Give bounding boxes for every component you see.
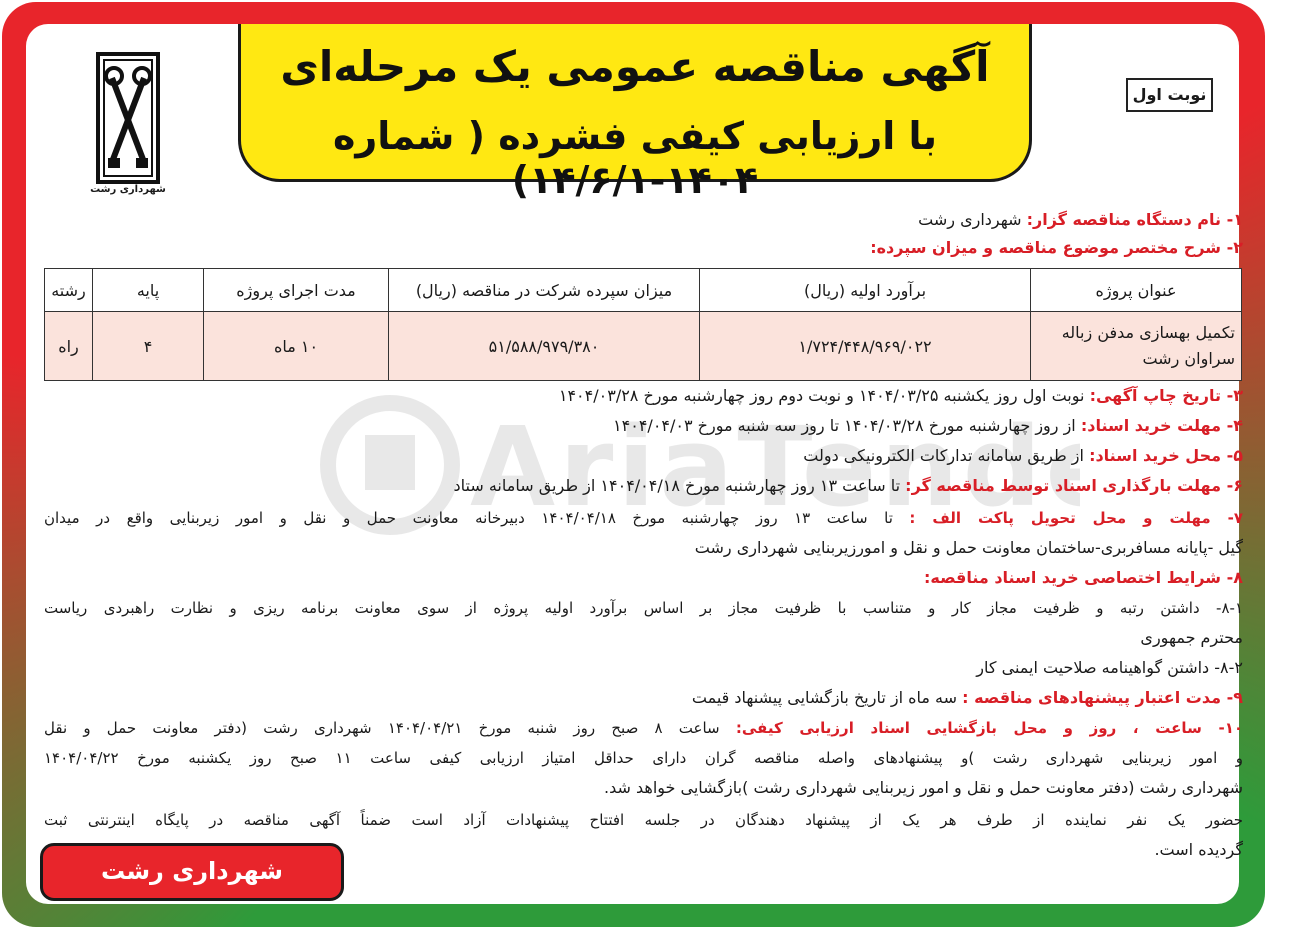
item-10-line2: و امور زیربنایی شهرداری رشت )و پیشنهادهای واصله مناقصه گران دارای حداقل امتیاز ارزیابی کیفی ساعت ۱۱ صبح روز یکشنبه مورخ ۱۴۰۴/۰۴/۲۲ [44, 749, 1244, 767]
cell-deposit: ۵۱/۵۸۸/۹۷۹/۳۸۰ [389, 312, 700, 381]
col-header-field: رشته [45, 269, 93, 312]
item-10-line3: شهرداری رشت (دفتر معاونت حمل و نقل و امور زیربنایی شهرداری رشت )بازگشایی خواهد شد. [604, 778, 1243, 797]
item-7-line2: گیل -پایانه مسافربری-ساختمان معاونت حمل و نقل و امورزیربنایی شهرداری رشت [694, 538, 1243, 557]
col-header-duration: مدت اجرای پروژه [204, 269, 389, 312]
item-8-1-cont: محترم جمهوری [1140, 628, 1243, 647]
cell-field: راه [45, 312, 93, 381]
table-header-row [45, 269, 1242, 312]
banner-title-line2: با ارزیابی کیفی فشرده ( شماره ۱۴۰۴-۱۴/۶/۱) [332, 114, 938, 202]
item-10: ۱۰- ساعت ، روز و محل بازگشایی اسناد ارزیابی کیفی: ساعت ۸ صبح روز شنبه مورخ ۱۴۰۴/۰۴/۲۱ شهرداری رشت (دفتر معاونت حمل و نقل [44, 719, 1244, 737]
col-header-deposit: میزان سپرده شرکت در مناقصه (ریال) [389, 269, 700, 312]
banner-title-line1: آگهی مناقصه عمومی یک مرحله‌ای [280, 42, 990, 91]
cell-estimate: ۱/۷۲۴/۴۴۸/۹۶۹/۰۲۲ [700, 312, 1031, 381]
footer-municipality-badge: شهرداری رشت [40, 843, 344, 901]
turn-badge: نوبت اول [1126, 78, 1213, 112]
item-6: ۶- مهلت بارگذاری اسناد توسط مناقصه گر: تا ساعت ۱۳ روز چهارشنبه مورخ ۱۴۰۴/۰۴/۱۸ از طریق سامانه ستاد [453, 476, 1243, 495]
col-header-title: عنوان پروژه [1031, 269, 1242, 312]
item-1: ۱- نام دستگاه مناقصه گزار: شهرداری رشت [918, 210, 1243, 229]
cell-grade: ۴ [93, 312, 204, 381]
project-table [44, 268, 1242, 381]
item-8-2: ۸-۲- داشتن گواهینامه صلاحیت ایمنی کار [976, 658, 1243, 677]
table-row [45, 312, 1242, 381]
closing-line2: گردیده است. [1154, 840, 1243, 859]
item-2: ۲- شرح مختصر موضوع مناقصه و میزان سپرده: [870, 238, 1243, 257]
closing-line1: حضور یک نفر نماینده از طرف هر یک از پیشنهاد دهندگان در جلسه افتتاح پیشنهادات آزاد است ضمناً آگهی مناقصه در پایگاه اینترنتی ثبت [44, 811, 1243, 829]
item-5: ۵- محل خرید اسناد: از طریق سامانه تدارکات الکترونیکی دولت [803, 446, 1243, 465]
item-7: ۷- مهلت و محل تحویل پاکت الف : تا ساعت ۱۳ روز چهارشنبه مورخ ۱۴۰۴/۰۴/۱۸ دبیرخانه معاونت حمل و نقل و امور زیربنایی واقع در میدان [44, 509, 1243, 527]
logo-caption: شهرداری رشت [90, 184, 166, 195]
svg-text:AriaTender: AriaTend [470, 403, 1046, 531]
item-8: ۸- شرایط اختصاصی خرید اسناد مناقصه: [923, 568, 1243, 587]
col-header-estimate: برآورد اولیه (ریال) [700, 269, 1031, 312]
item-9: ۹- مدت اعتبار پیشنهادهای مناقصه : سه ماه از تاریخ بازگشایی پیشنهاد قیمت [691, 688, 1243, 707]
col-header-grade: پایه [93, 269, 204, 312]
title-banner [238, 24, 1032, 202]
cell-duration: ۱۰ ماه [204, 312, 389, 381]
cell-project-title: تکمیل بهسازی مدفن زباله سراوان رشت [1031, 312, 1242, 381]
rasht-municipality-logo [92, 50, 164, 200]
item-4: ۴- مهلت خرید اسناد: از روز چهارشنبه مورخ ۱۴۰۴/۰۳/۲۸ تا روز سه شنبه مورخ ۱۴۰۴/۰۴/۰۳ [613, 416, 1243, 435]
item-3: ۳- تاریخ چاپ آگهی: نوبت اول روز یکشنبه ۱۴۰۴/۰۳/۲۵ و نوبت دوم روز چهارشنبه مورخ ۱۴۰۴/۰۳/۲۸ [558, 386, 1243, 405]
item-8-1: ۸-۱- داشتن رتبه و ظرفیت مجاز کار و متناسب با ظرفیت مجاز بر اساس برآورد اولیه پروژه از سوی معاونت برنامه ریزی و نظارت راهبردی ریاست [44, 599, 1243, 617]
